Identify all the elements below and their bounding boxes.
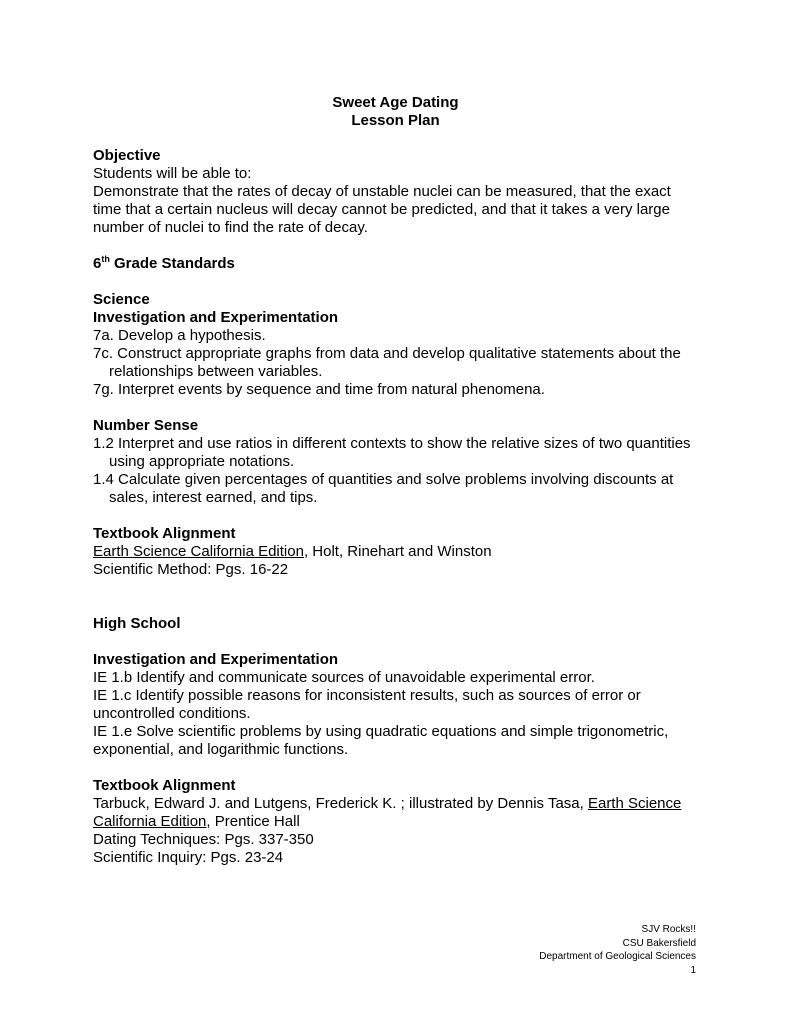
standard-item: IE 1.e Solve scientific problems by using quadratic equations and simple trigonometric, exponential, and logarithmic functions. <box>93 723 669 758</box>
objective-heading: Objective <box>93 147 161 164</box>
page-number: 1 <box>690 964 696 976</box>
title-line-2: Lesson Plan <box>351 112 440 129</box>
textbook-pages: Scientific Inquiry: Pgs. 23-24 <box>93 849 284 866</box>
hs-ie-section <box>93 651 703 759</box>
grade6-heading-sup: th <box>101 254 110 264</box>
standard-item: 7a. Develop a hypothesis. <box>93 327 266 344</box>
book-publisher: , Holt, Rinehart and Winston <box>303 543 492 560</box>
hs-ie-heading: Investigation and Experimentation <box>93 651 339 668</box>
textbook-alignment-6th <box>93 525 703 579</box>
objective-intro: Students will be able to: <box>93 165 252 182</box>
textbook-heading: Textbook Alignment <box>93 777 236 794</box>
document-body <box>93 147 703 867</box>
standard-item: IE 1.c Identify possible reasons for inconsistent results, such as sources of error or uncontrolled conditions. <box>93 687 641 722</box>
grade6-heading <box>93 255 703 273</box>
textbook-pages: Dating Techniques: Pgs. 337-350 <box>93 831 314 848</box>
science-heading: Science <box>93 291 150 308</box>
footer-line: Department of Geological Sciences <box>539 951 696 962</box>
objective-text: Demonstrate that the rates of decay of unstable nuclei can be measured, that the exact time that a certain nucleus will decay cannot be predicted, and that it takes a very large number of nuclei to find the rate of decay. <box>93 183 671 236</box>
grade6-heading-suffix: Grade Standards <box>109 255 235 272</box>
footer-line: SJV Rocks!! <box>641 924 696 935</box>
standard-item: IE 1.b Identify and communicate sources of unavoidable experimental error. <box>93 669 595 686</box>
high-school-heading: High School <box>93 615 181 632</box>
title-line-1: Sweet Age Dating <box>332 94 459 111</box>
number-sense-section <box>93 417 703 507</box>
page-footer <box>539 923 696 977</box>
objective-section <box>93 147 703 237</box>
book-authors: Tarbuck, Edward J. and Lutgens, Frederick K. ; illustrated by Dennis Tasa, <box>93 795 588 812</box>
footer-line: CSU Bakersfield <box>622 937 696 949</box>
book-title: Earth Science California Edition <box>93 795 682 830</box>
book-title: Earth Science California Edition <box>93 543 304 560</box>
textbook-citation <box>93 795 703 831</box>
standard-item: 1.2 Interpret and use ratios in different contexts to show the relative sizes of two quantities using appropriate notations. <box>93 435 691 470</box>
standard-item: 1.4 Calculate given percentages of quantities and solve problems involving discounts at sales, interest earned, and tips. <box>93 471 674 506</box>
standard-item: 7c. Construct appropriate graphs from data and develop qualitative statements about the relationships between variables. <box>93 345 681 380</box>
grade6-heading-prefix: 6 <box>93 255 102 272</box>
number-sense-heading: Number Sense <box>93 417 199 434</box>
textbook-heading: Textbook Alignment <box>93 525 236 542</box>
textbook-citation <box>93 543 703 561</box>
textbook-pages: Scientific Method: Pgs. 16-22 <box>93 561 289 578</box>
science-subheading: Investigation and Experimentation <box>93 309 339 326</box>
science-section <box>93 291 703 399</box>
textbook-alignment-hs <box>93 777 703 867</box>
standard-item: 7g. Interpret events by sequence and time from natural phenomena. <box>93 381 545 398</box>
book-publisher: , Prentice Hall <box>206 813 300 830</box>
document-title <box>0 94 791 130</box>
